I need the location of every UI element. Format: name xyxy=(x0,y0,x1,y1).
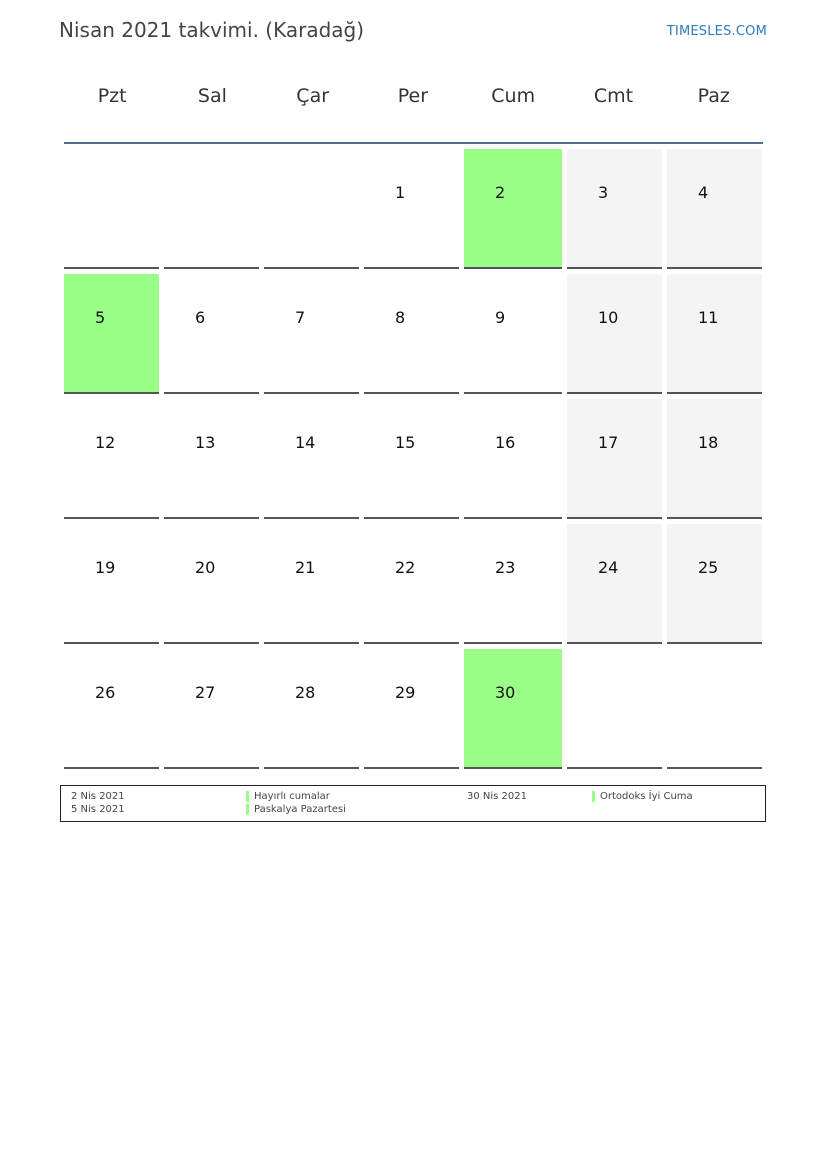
day-number: 28 xyxy=(295,683,316,702)
holiday-legend xyxy=(60,785,766,822)
page-title: Nisan 2021 takvimi. (Karadağ) xyxy=(59,18,365,42)
day-cell xyxy=(164,524,259,644)
day-number: 7 xyxy=(295,308,306,327)
brand-link[interactable]: TIMESLES.COM xyxy=(666,24,767,39)
day-number: 4 xyxy=(698,183,709,202)
day-cell xyxy=(567,149,662,269)
day-number: 18 xyxy=(698,433,719,452)
day-number: 24 xyxy=(598,558,619,577)
day-number: 9 xyxy=(495,308,506,327)
empty-day-cell xyxy=(164,149,259,269)
day-cell xyxy=(264,649,359,769)
header-divider xyxy=(64,142,763,144)
empty-day-cell xyxy=(667,649,762,769)
empty-day-cell xyxy=(264,149,359,269)
day-number: 10 xyxy=(598,308,619,327)
day-number: 22 xyxy=(395,558,416,577)
weekday-label: Cmt xyxy=(593,85,634,107)
legend-color-swatch xyxy=(592,791,595,802)
day-cell xyxy=(464,649,562,769)
day-number: 23 xyxy=(495,558,516,577)
weekday-header xyxy=(62,85,764,107)
day-number: 11 xyxy=(698,308,719,327)
day-number: 30 xyxy=(495,683,516,702)
weekday-label: Pzt xyxy=(97,85,127,107)
day-cell xyxy=(264,524,359,644)
day-cell xyxy=(364,149,459,269)
day-cell xyxy=(164,399,259,519)
day-cell xyxy=(667,274,762,394)
day-cell xyxy=(164,649,259,769)
day-cell xyxy=(264,274,359,394)
weekday-label: Paz xyxy=(697,85,730,107)
legend-date: 2 Nis 2021 xyxy=(71,791,125,802)
day-cell xyxy=(464,399,562,519)
day-cell xyxy=(364,274,459,394)
day-number: 27 xyxy=(195,683,216,702)
day-cell xyxy=(667,524,762,644)
weekday-label: Cum xyxy=(491,85,536,107)
day-cell xyxy=(464,524,562,644)
legend-color-swatch xyxy=(246,791,249,802)
day-cell xyxy=(567,399,662,519)
day-cell xyxy=(667,149,762,269)
day-cell xyxy=(567,274,662,394)
day-cell xyxy=(567,524,662,644)
day-number: 5 xyxy=(95,308,106,327)
day-number: 26 xyxy=(95,683,116,702)
day-number: 15 xyxy=(395,433,416,452)
legend-holiday-name: Ortodoks İyi Cuma xyxy=(600,791,693,802)
day-number: 1 xyxy=(395,183,406,202)
day-number: 25 xyxy=(698,558,719,577)
day-cell xyxy=(464,274,562,394)
day-cell xyxy=(364,524,459,644)
day-number: 29 xyxy=(395,683,416,702)
day-cell xyxy=(64,274,159,394)
day-number: 6 xyxy=(195,308,206,327)
day-cell xyxy=(667,399,762,519)
day-cell xyxy=(364,399,459,519)
legend-holiday-name: Paskalya Pazartesi xyxy=(254,804,346,815)
day-number: 12 xyxy=(95,433,116,452)
day-number: 21 xyxy=(295,558,316,577)
weekday-label: Per xyxy=(397,85,429,107)
day-number: 2 xyxy=(495,183,506,202)
legend-date: 5 Nis 2021 xyxy=(71,804,125,815)
day-cell xyxy=(464,149,562,269)
weekday-label: Sal xyxy=(197,85,227,107)
day-number: 3 xyxy=(598,183,609,202)
day-cell xyxy=(64,524,159,644)
day-number: 20 xyxy=(195,558,216,577)
day-cell xyxy=(164,274,259,394)
day-cell xyxy=(64,649,159,769)
day-cell xyxy=(64,399,159,519)
day-number: 19 xyxy=(95,558,116,577)
day-number: 16 xyxy=(495,433,516,452)
day-cell xyxy=(264,399,359,519)
legend-color-swatch xyxy=(246,804,249,815)
day-number: 14 xyxy=(295,433,316,452)
weekday-label: Çar xyxy=(296,85,330,107)
day-number: 13 xyxy=(195,433,216,452)
day-number: 17 xyxy=(598,433,619,452)
empty-day-cell xyxy=(64,149,159,269)
day-cell xyxy=(364,649,459,769)
day-number: 8 xyxy=(395,308,406,327)
legend-date: 30 Nis 2021 xyxy=(467,791,527,802)
empty-day-cell xyxy=(567,649,662,769)
legend-holiday-name: Hayırlı cumalar xyxy=(254,791,330,802)
